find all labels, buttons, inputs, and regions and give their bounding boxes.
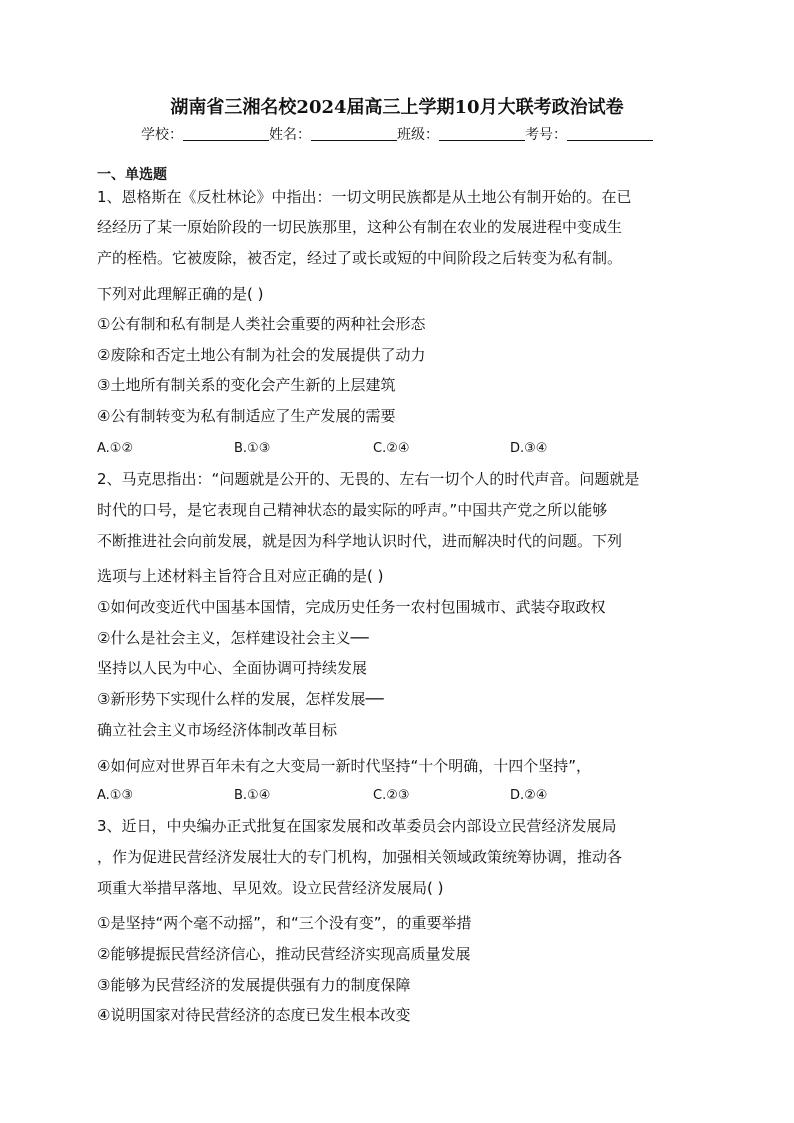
exam-number-label: 考号： (525, 127, 567, 143)
option-b[interactable]: B.①③ (234, 441, 271, 456)
question-2-line: 2、马克思指出：“问题就是公开的、无畏的、左右一切个人的时代声音。问题就是 (97, 470, 640, 488)
name-blank[interactable] (311, 126, 397, 141)
question-3-statement: ②能够提振民营经济信心，推动民营经济实现高质量发展 (97, 945, 471, 963)
question-1-statement: ②废除和否定土地公有制为社会的发展提供了动力 (97, 346, 426, 364)
question-3-stem: 项重大举措早落地、早见效。设立民营经济发展局( ) (97, 879, 444, 897)
option-a[interactable]: A.①③ (97, 788, 134, 803)
question-3-statement: ④说明国家对待民营经济的态度已发生根本改变 (97, 1006, 411, 1024)
question-3-line: ，作为促进民营经济发展壮大的专门机构，加强相关领域政策统筹协调，推动各 (97, 848, 623, 866)
question-3-statement: ①是坚持“两个毫不动摇”，和“三个没有变”，的重要举措 (97, 914, 472, 932)
option-c[interactable]: C.②③ (373, 788, 410, 803)
section-heading: 一、单选题 (97, 167, 167, 183)
question-2-statement: ②什么是社会主义，怎样建设社会主义── (97, 629, 369, 647)
class-label: 班级： (397, 127, 439, 143)
exam-title: 湖南省三湘名校2024届高三上学期10月大联考政治试卷 (170, 97, 624, 118)
option-d[interactable]: D.③④ (510, 441, 548, 456)
question-2-line: 不断推进社会向前发展，就是因为科学地认识时代，进而解决时代的问题。下列 (97, 532, 623, 550)
class-blank[interactable] (439, 126, 525, 141)
question-1-line: 产的桎梏。它被废除，被否定，经过了或长或短的中间阶段之后转变为私有制。 (97, 249, 623, 267)
question-2-statement: ①如何改变近代中国基本国情，完成历史任务一农村包围城市、武装夺取政权 (97, 598, 606, 616)
question-2-statement: 确立社会主义市场经济体制改革目标 (97, 721, 338, 739)
question-1-statement: ①公有制和私有制是人类社会重要的两种社会形态 (97, 315, 426, 333)
question-1-statement: ③土地所有制关系的变化会产生新的上层建筑 (97, 376, 396, 394)
student-info-row (0, 125, 794, 145)
question-2-statement: ④如何应对世界百年未有之大变局一新时代坚持“十个明确，十四个坚持”， (97, 757, 591, 775)
question-2-statement: 坚持以人民为中心、全面协调可持续发展 (97, 659, 368, 677)
question-2-statement: ③新形势下实现什么样的发展，怎样发展── (97, 690, 384, 708)
option-a[interactable]: A.①② (97, 441, 134, 456)
question-1-stem: 下列对此理解正确的是( ) (97, 285, 264, 303)
name-label: 姓名： (269, 127, 311, 143)
school-label: 学校： (141, 127, 183, 143)
question-1-line: 1、恩格斯在《反杜林论》中指出：一切文明民族都是从土地公有制开始的。在已 (97, 188, 632, 206)
question-2-stem: 选项与上述材料主旨符合且对应正确的是( ) (97, 567, 384, 585)
question-1-statement: ④公有制转变为私有制适应了生产发展的需要 (97, 407, 396, 425)
question-1-line: 经经历了某一原始阶段的一切民族那里，这种公有制在农业的发展进程中变成生 (97, 218, 623, 236)
option-d[interactable]: D.②④ (510, 788, 548, 803)
question-3-line: 3、近日，中央编办正式批复在国家发展和改革委员会内部设立民营经济发展局 (97, 817, 617, 835)
question-3-statement: ③能够为民营经济的发展提供强有力的制度保障 (97, 976, 411, 994)
option-c[interactable]: C.②④ (373, 441, 410, 456)
question-2-line: 时代的口号，是它表现自己精神状态的最实际的呼声。”中国共产党之所以能够 (97, 501, 608, 519)
school-blank[interactable] (183, 126, 269, 141)
option-b[interactable]: B.①④ (234, 788, 271, 803)
exam-number-blank[interactable] (567, 126, 653, 141)
